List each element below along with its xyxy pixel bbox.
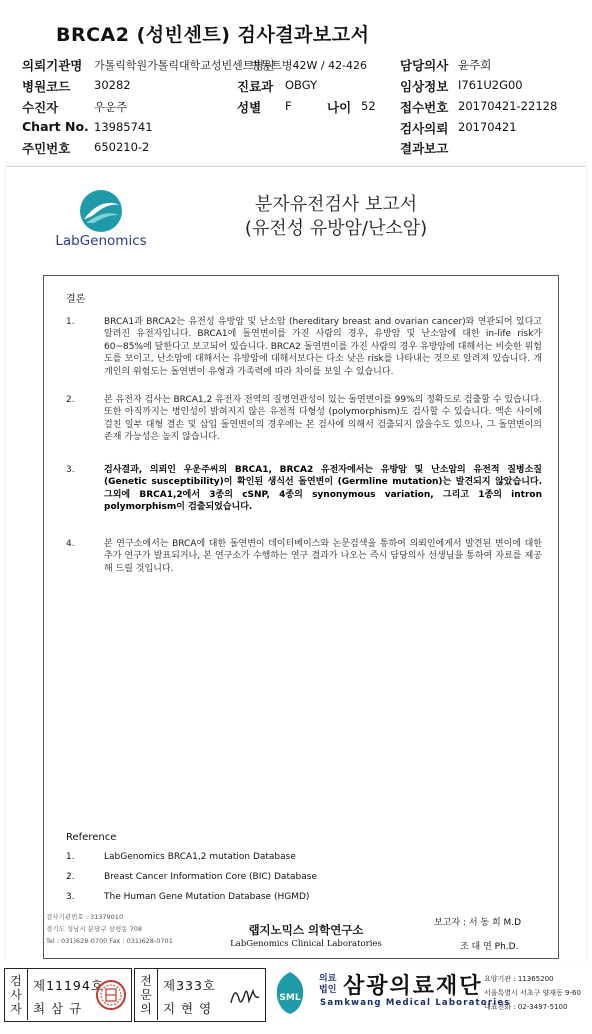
report-header: [0, 0, 592, 160]
document-title-line1: 분자유전검사 보고서: [254, 194, 418, 215]
lab-address: 경기도 성남시 분당구 삼평동 708: [46, 925, 143, 933]
clinical-info-value: I761U2G00: [458, 78, 523, 92]
result-report-label: 결과보고: [400, 141, 449, 156]
lab-phone: Tel : 031)628-0700 Fax : 031)628-0701: [46, 937, 173, 945]
reference-number: 3.: [66, 892, 75, 902]
rrn-value: 650210-2: [94, 140, 150, 154]
hospital-code-value: 30282: [94, 78, 131, 92]
department-label: 진료과: [237, 79, 274, 94]
lab-name-en: LabGenomics Clinical Laboratories: [230, 939, 382, 949]
result-item-text: 본 유전자 검사는 BRCA1,2 유전자 전역의 질병연관성이 있는 돌연변이를 99%의 정확도로 검출할 수 있습니다. 또한 아직까지는 병인성이 밝혀지지 않은 유전적 다형성 (polymorphism)도 검사할 수 있습니다. 엑손 사이에 걸친 일부 대형 결손 및 삽입 돌연변이의 경우에는 본 검사에 의해서 검출되지 않을수도 있으나, 그 돌연변이의 존재 가능성은 높지 않습니다.: [104, 395, 542, 443]
labgenomics-logo: [46, 189, 156, 259]
department-value: OBGY: [285, 78, 318, 92]
logo-text: LabGenomics: [55, 233, 147, 249]
reference-heading: Reference: [66, 832, 117, 843]
examiner-label: 검사자: [10, 974, 22, 1016]
lab-name-kr: 랩지노믹스 의학연구소: [248, 923, 364, 937]
patient-value: 우운주: [94, 100, 128, 114]
result-frame: [43, 275, 559, 959]
chart-no-value: 13985741: [94, 120, 153, 134]
contact-line-1: 요양기관 : 11365200: [484, 975, 554, 983]
org-type: [319, 974, 336, 996]
labgenomics-logo-icon: [46, 189, 156, 233]
ward-value: 병동트병42W / 42-426: [250, 59, 368, 72]
document-title-line2: (유전성 유방암/난소암): [244, 218, 428, 239]
result-item-number: 1.: [66, 317, 75, 327]
specialist-license: 제333호: [163, 978, 217, 993]
request-date-label: 검사의뢰: [400, 121, 449, 136]
physician-label: 담당의사: [400, 58, 449, 73]
lab-license: 검사기관번호 : 31379010: [46, 913, 124, 921]
patient-label: 수진자: [22, 100, 59, 115]
result-item-text: BRCA1과 BRCA2는 유전성 유방암 및 난소암 (hereditary breast and ovarian cancer)와 연관되어 있다고 알려진 유전자입니다. BRCA1에 돌연변이를 가진 사람의 경우, 유방암 및 난소암에 대한 in-life risk가 60~85%에 달한다고 보고되어 있습니다. BRCA2 돌연변이를 가진 사람의 경우 유방암에 대해서는 비슷한 위험도를 보이고, 난소암에 대해서는 유방암에 대해서보다는 다소 낮은 risk를 나타내는 것으로 알려져 있습니다. 개개인의 위험도는 돌연변이 유형과 가족력에 따라 차이를 보일 수 있습니다.: [104, 317, 542, 377]
sex-value: F: [285, 99, 292, 113]
reference-number: 2.: [66, 872, 75, 882]
result-item-text: 본 연구소에서는 BRCA에 대한 돌연변이 데이터베이스와 논문검색을 통하여 의뢰인에게서 발견된 변이에 대한 추가 연구가 발표되거나, 본 연구소가 수행하는 연구 결과가 나오는 즉시 담당의사 선생님을 통하여 자료를 제공해 드릴 것입니다.: [104, 539, 542, 574]
examiner-seal-icon: [95, 979, 127, 1011]
examiner-license: 제11194호: [33, 978, 104, 993]
request-date-value: 20170421: [458, 120, 517, 134]
chart-no-label: Chart No.: [22, 119, 89, 134]
reference-text: The Human Gene Mutation Database (HGMD): [104, 892, 310, 902]
hospital-code-label: 병원코드: [22, 79, 71, 94]
director: 조 대 연 Ph.D.: [460, 942, 519, 952]
org-name: 삼광의료재단: [343, 974, 483, 999]
specialist-label: 전문의: [140, 974, 152, 1016]
receipt-no-label: 접수번호: [400, 100, 449, 115]
examiner-box: [4, 968, 132, 1022]
report-title: BRCA2 (성빈센트) 검사결과보고서: [56, 24, 370, 46]
signature-icon: [227, 981, 261, 1011]
org-english: Samkwang Medical Laboratories: [320, 998, 511, 1008]
report-document: [6, 166, 586, 964]
certification-bar: [0, 966, 592, 1034]
sml-logo-text: SML: [279, 993, 301, 1003]
result-item-number: 4.: [66, 539, 75, 549]
rrn-label: 주민번호: [22, 141, 71, 156]
reporter: 보고자 : 서 동 희 M.D: [434, 918, 522, 928]
reference-text: LabGenomics BRCA1,2 mutation Database: [104, 852, 296, 862]
result-heading: 결론: [66, 294, 86, 305]
document-title: [166, 193, 506, 241]
examiner-name: 최 삼 규: [33, 1001, 83, 1016]
contact-line-2: 서울특별시 서초구 양재동 9-60: [484, 989, 581, 997]
result-item-number: 2.: [66, 395, 75, 405]
requesting-org-value: 가톨릭학원가톨릭대학교성빈센트병원: [94, 59, 275, 72]
specialist-name: 지 현 영: [163, 1001, 213, 1016]
age-label: 나이: [327, 100, 352, 115]
reference-number: 1.: [66, 852, 75, 862]
reference-text: Breast Cancer Information Core (BIC) Database: [104, 872, 317, 882]
specialist-box: [134, 968, 266, 1022]
clinical-info-label: 임상정보: [400, 79, 449, 94]
sml-logo-icon: [271, 970, 309, 1016]
org-type-text: 의료 법인: [319, 974, 337, 995]
requesting-org-label: 의뢰기관명: [22, 58, 83, 73]
receipt-no-value: 20170421-22128: [458, 99, 558, 113]
box-divider: [27, 969, 28, 1020]
box-divider: [157, 969, 158, 1020]
result-item-text: 검사결과, 의뢰인 우운주씨의 BRCA1, BRCA2 유전자에서는 유방암 및 난소암의 유전적 질병소질 (Genetic susceptibility)이 확인된 생식선 돌연변이 (Germline mutation)는 발견되지 않았습니다. 그외에 BRCA1,2에서 3종의 cSNP, 4종의 synonymous variation, 그리고 1종의 intron polymorphism이 검출되었습니다.: [104, 465, 542, 513]
physician-value: 윤주희: [458, 58, 492, 72]
age-value: 52: [361, 99, 376, 113]
sex-label: 성별: [237, 100, 262, 115]
result-item-number: 3.: [66, 465, 75, 475]
contact-line-3: 대표전화 : 02-3497-5100: [484, 1003, 568, 1011]
